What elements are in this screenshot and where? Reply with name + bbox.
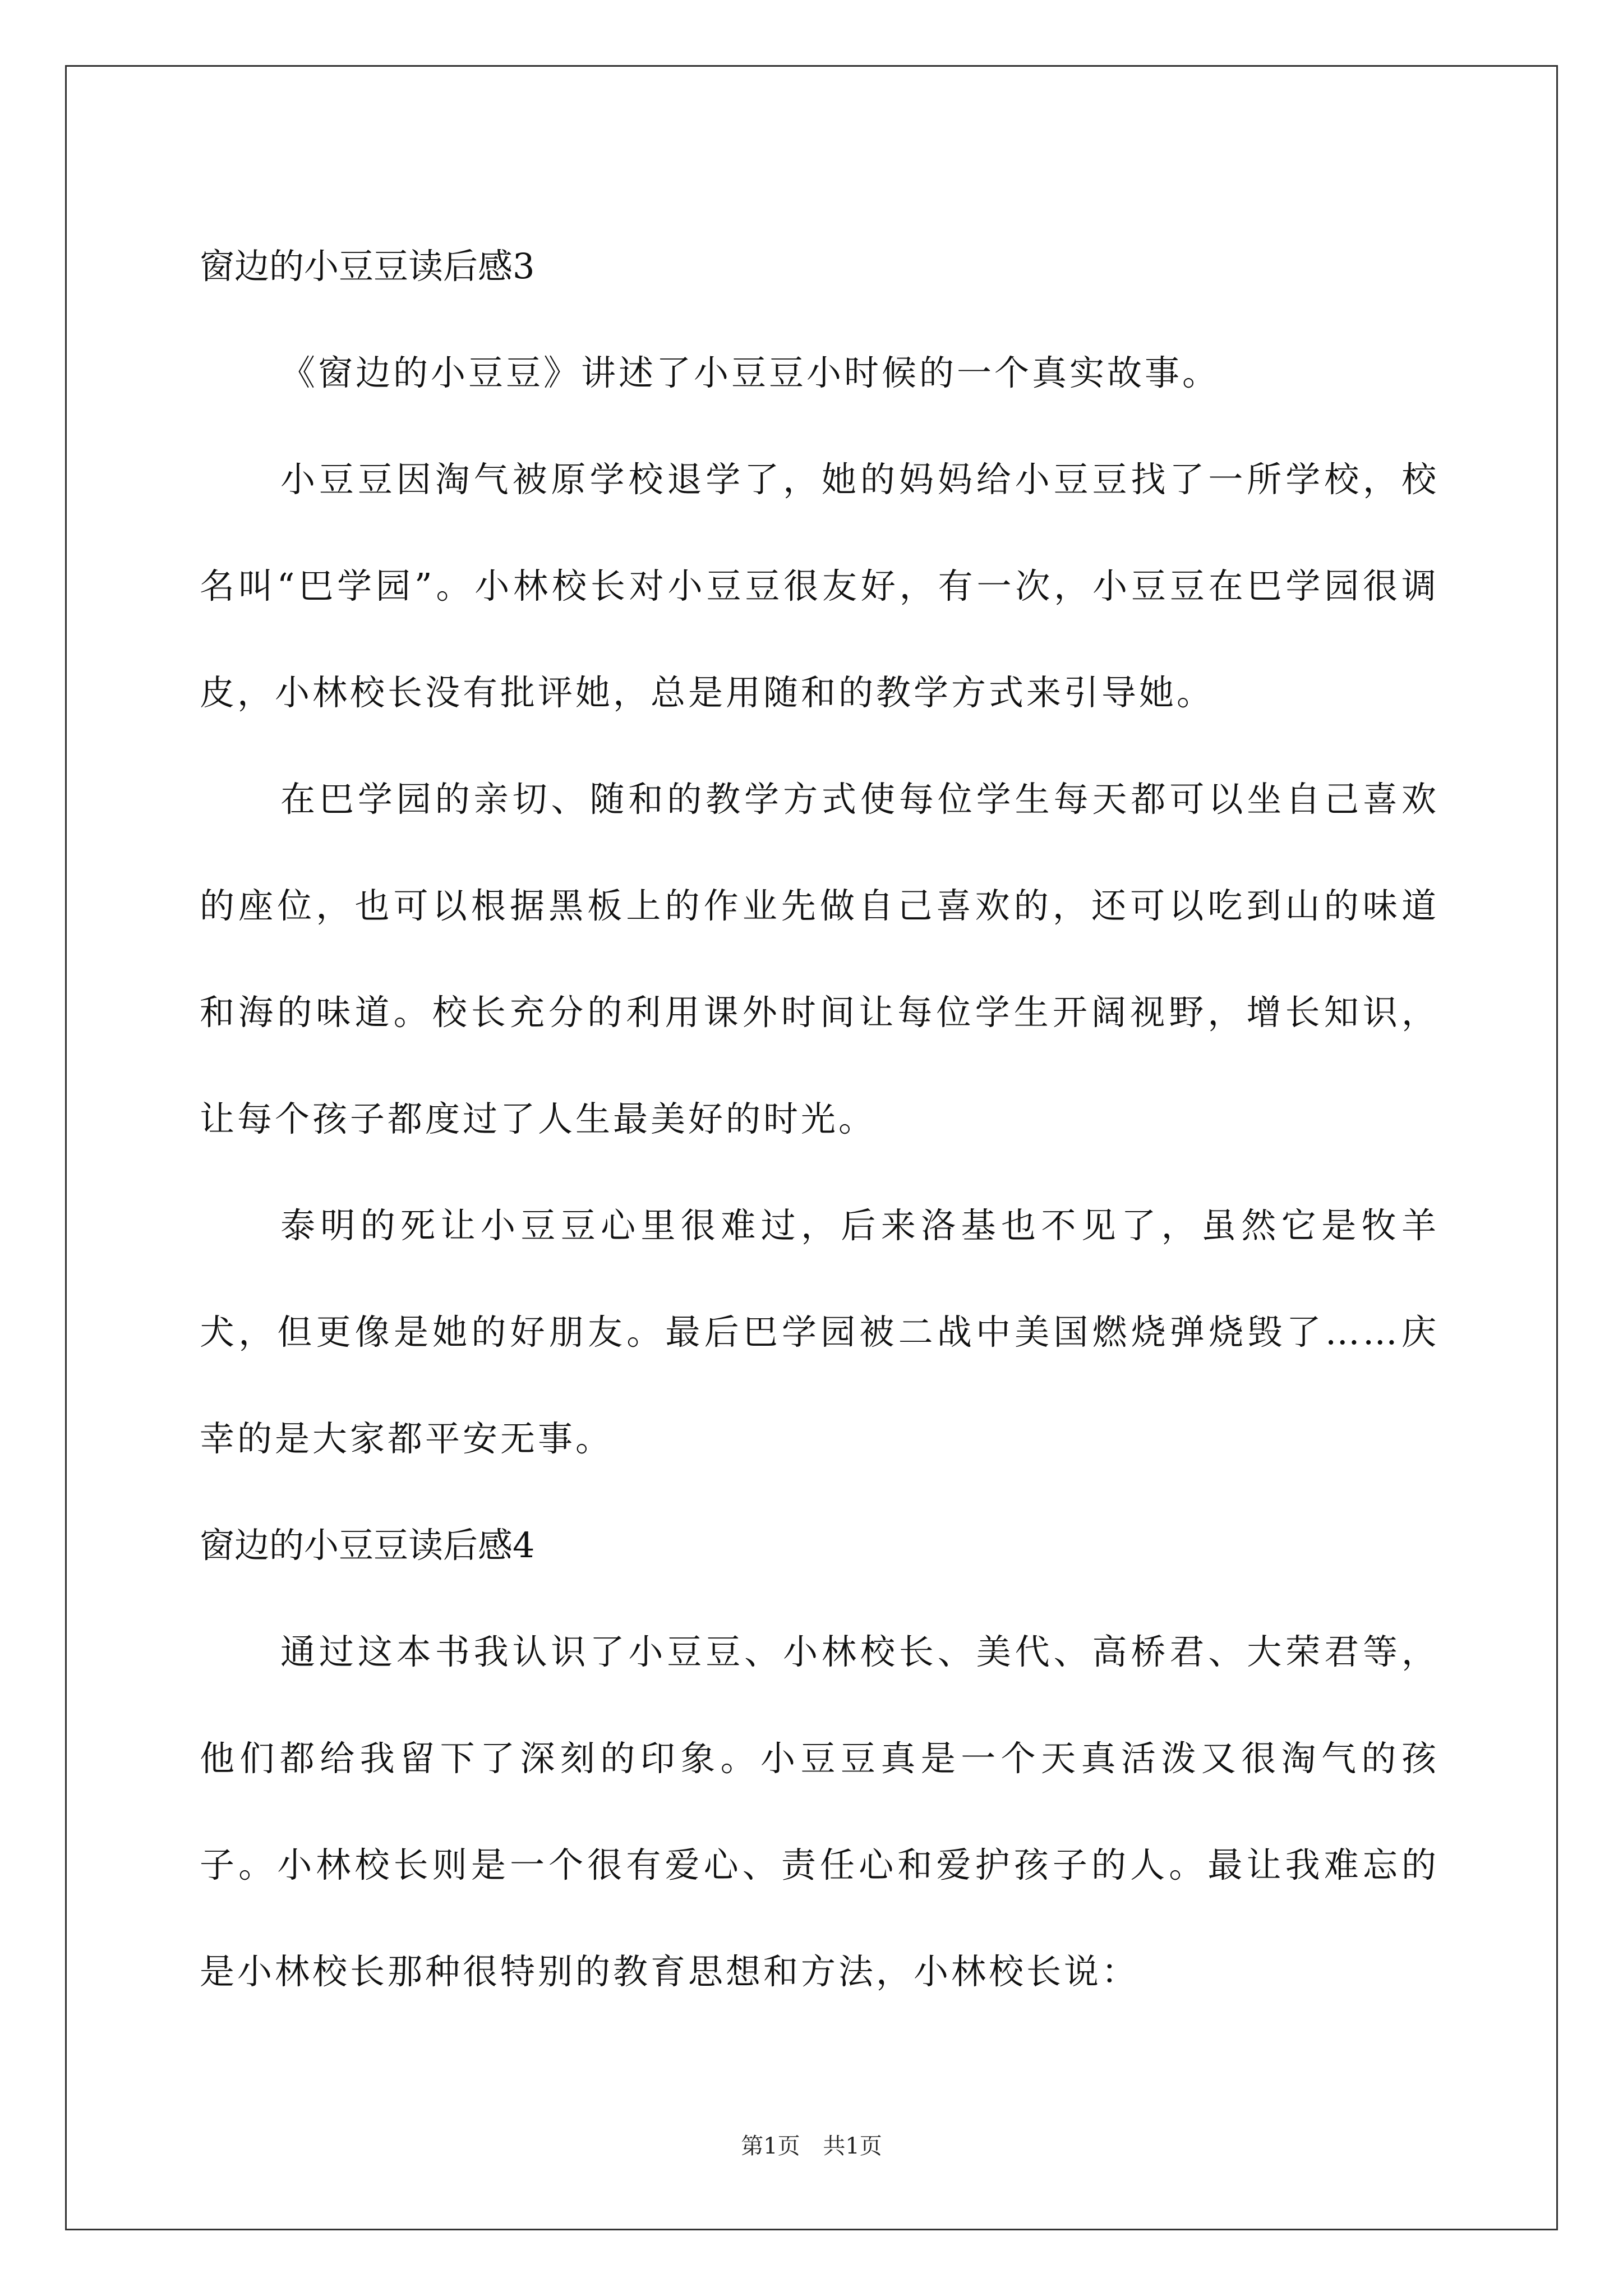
paragraph: 小豆豆因淘气被原学校退学了，她的妈妈给小豆豆找了一所学校，校名叫“巴学园”。小林校长对小豆豆很友好，有一次，小豆豆在巴学园很调皮，小林校长没有批评她，总是用随和的教学方式来引导她。 [200, 459, 1439, 713]
paragraph: 泰明的死让小豆豆心里很难过，后来洛基也不见了，虽然它是牧羊犬，但更像是她的好朋友。最后巴学园被二战中美国燃烧弹烧毁了……庆幸的是大家都平安无事。 [200, 1205, 1439, 1459]
section-title: 窗边的小豆豆读后感3 [200, 246, 535, 287]
page-footer [0, 2129, 1623, 2163]
paragraph: 在巴学园的亲切、随和的教学方式使每位学生每天都可以坐自己喜欢的座位，也可以根据黑板上的作业先做自己喜欢的，还可以吃到山的味道和海的味道。校长充分的利用课外时间让每位学生开阔视野，增长知识，让每个孩子都度过了人生最美好的时光。 [200, 779, 1439, 1139]
section-title: 窗边的小豆豆读后感4 [200, 1525, 535, 1566]
page-number: 第1页 [741, 2133, 800, 2159]
paragraph: 《窗边的小豆豆》讲述了小豆豆小时候的一个真实故事。 [280, 352, 1220, 393]
page-total: 共1页 [823, 2133, 882, 2159]
document-body [200, 213, 1439, 2025]
paragraph: 通过这本书我认识了小豆豆、小林校长、美代、高桥君、大荣君等，他们都给我留下了深刻的印象。小豆豆真是一个天真活泼又很淘气的孩子。小林校长则是一个很有爱心、责任心和爱护孩子的人。最让我难忘的是小林校长那种很特别的教育思想和方法，小林校长说： [200, 1631, 1439, 1992]
